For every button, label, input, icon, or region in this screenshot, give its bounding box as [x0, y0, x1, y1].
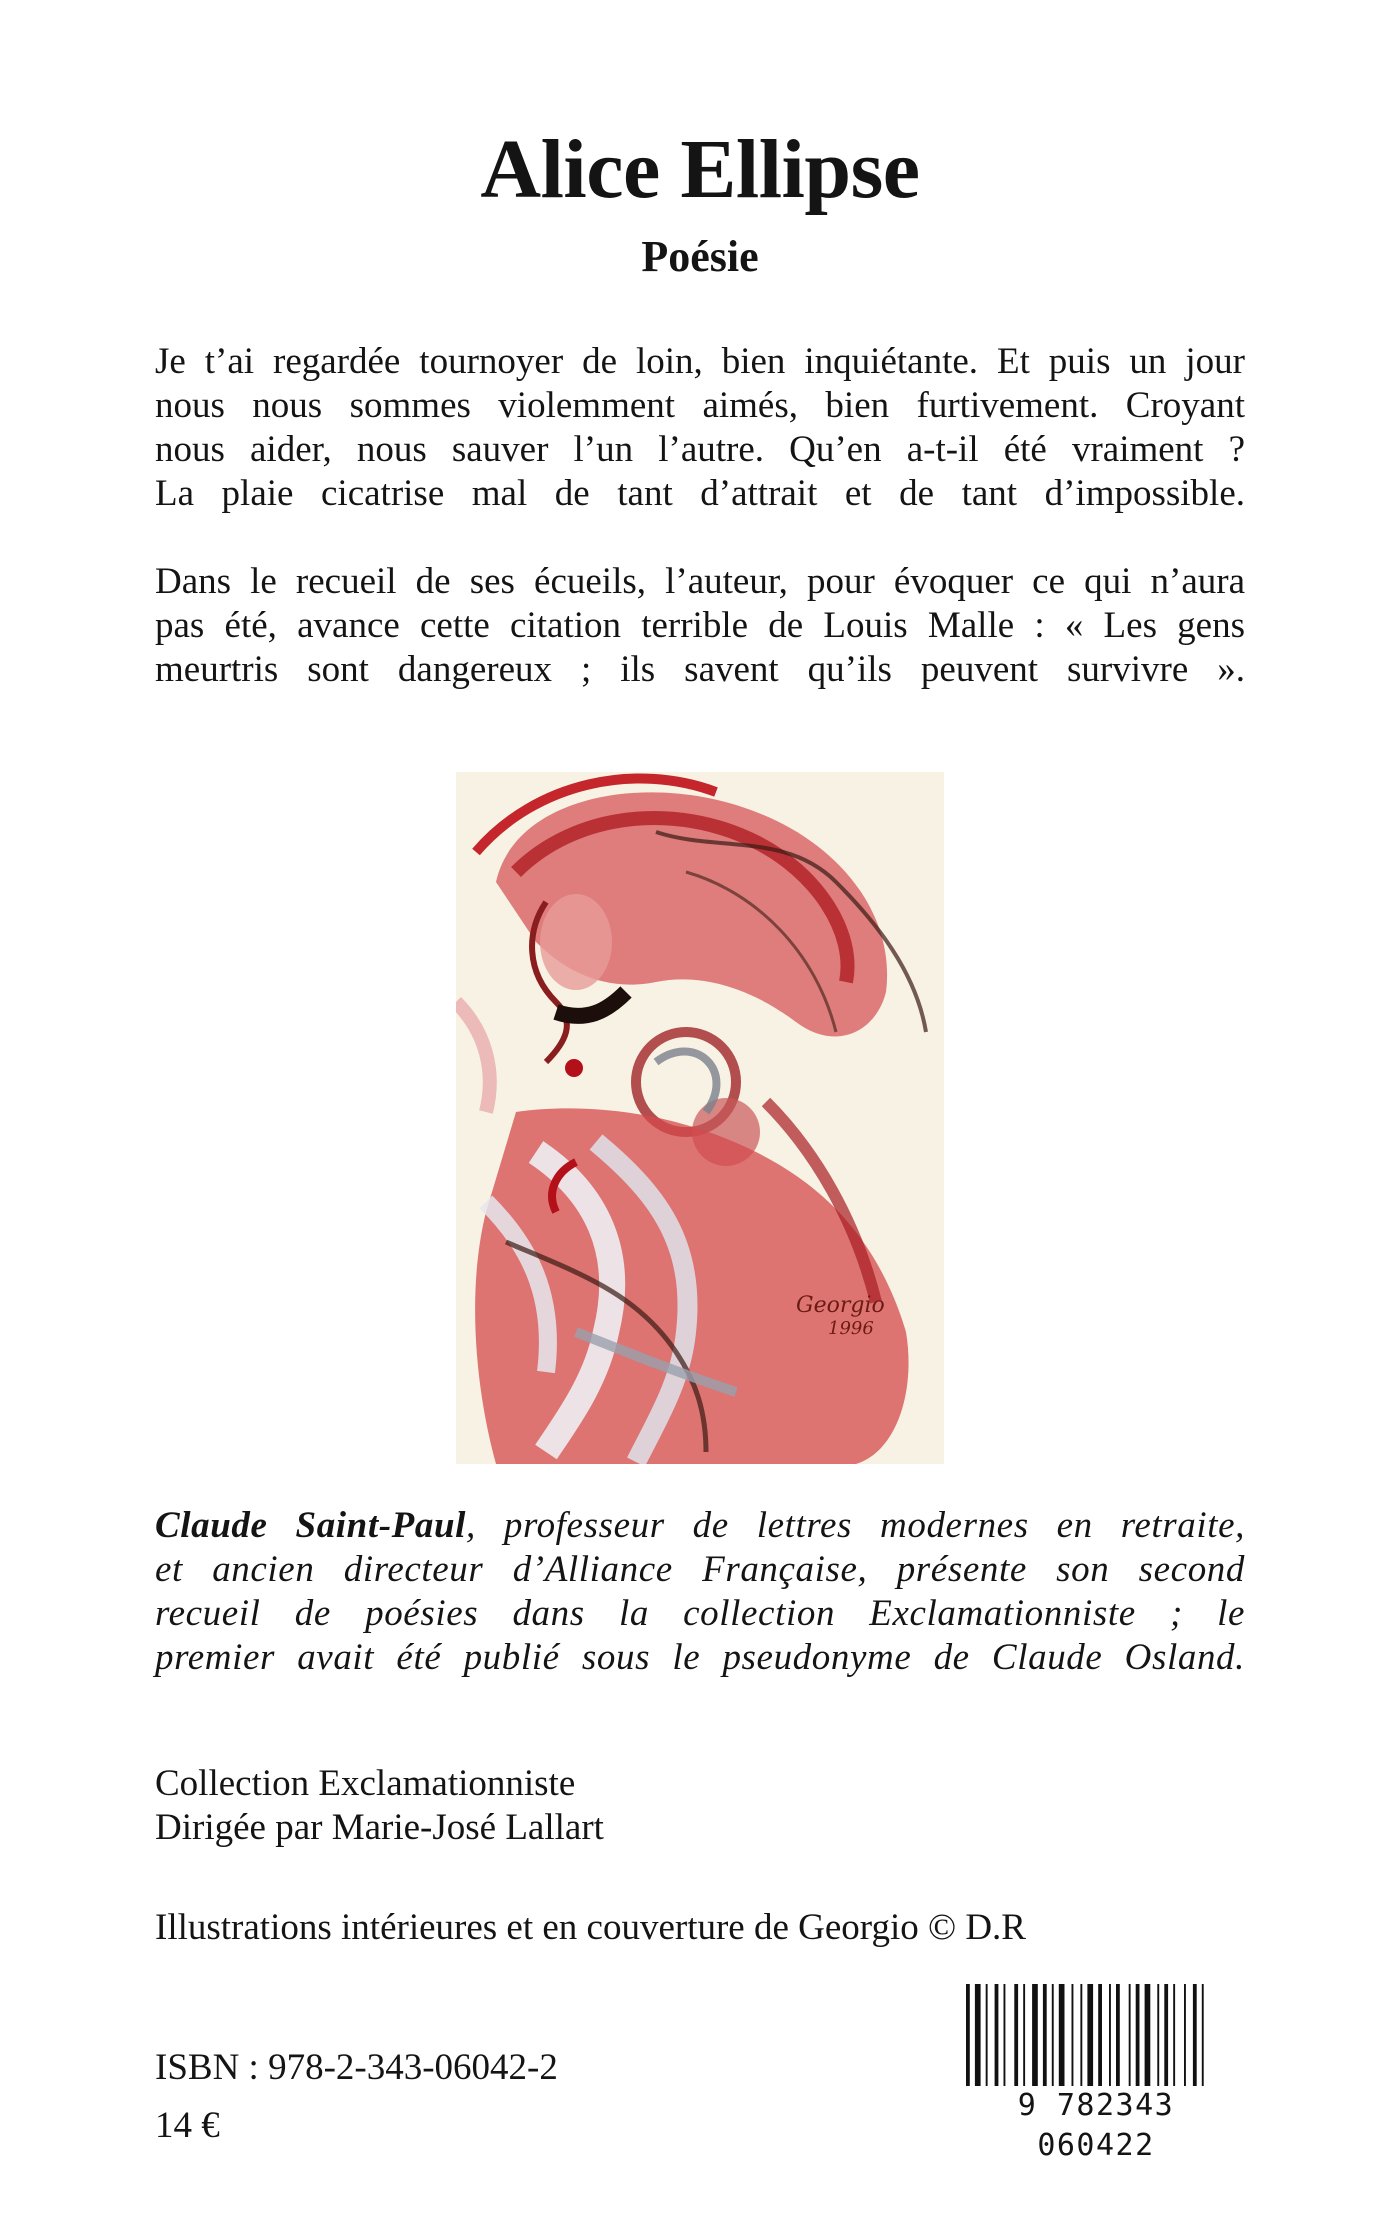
illustration-credits: Illustrations intérieures et en couverture de Georgio © D.R [155, 1907, 1026, 1948]
bio-line [155, 1504, 1245, 1548]
collection-name: Collection Exclamationniste [155, 1763, 576, 1804]
bio-line-1-rest: , professeur de lettres modernes en retraite, [466, 1505, 1245, 1546]
blurb-line: nous aider, nous sauver l’un l’autre. Qu’en a-t-il été vraiment ? [155, 429, 1245, 470]
author-name: Claude Saint-Paul [155, 1505, 467, 1546]
blurb-line: pas été, avance cette citation terrible de Louis Malle : « Les gens [155, 605, 1245, 646]
painting-signature-year: 1996 [828, 1318, 874, 1339]
cover-painting [456, 772, 944, 1464]
painting-lips [565, 1059, 583, 1077]
blurb-line: nous nous sommes violemment aimés, bien furtivement. Croyant [155, 385, 1245, 426]
painting-face [540, 894, 612, 990]
painting-signature: Georgio [796, 1293, 885, 1318]
blurb-line: La plaie cicatrise mal de tant d’attrait et de tant d’impossible. [155, 473, 1245, 514]
price-text: 14 € [155, 2105, 220, 2146]
blurb-paragraph-1 [155, 340, 1245, 516]
blurb-line: meurtris sont dangereux ; ils savent qu’ils peuvent survivre ». [155, 649, 1245, 690]
barcode-digits: 9 782343 060422 [962, 2086, 1230, 2166]
blurb-paragraph-2 [155, 560, 1245, 692]
collection-director: Dirigée par Marie-José Lallart [155, 1807, 604, 1848]
author-bio [155, 1504, 1245, 1680]
bio-line: premier avait été publié sous le pseudonyme de Claude Osland. [155, 1637, 1245, 1678]
bio-line: et ancien directeur d’Alliance Française, présente son second [155, 1549, 1245, 1590]
book-title: Alice Ellipse [480, 123, 920, 216]
blurb-line: Dans le recueil de ses écueils, l’auteur, pour évoquer ce qui n’aura [155, 561, 1245, 602]
book-genre: Poésie [641, 232, 759, 281]
bio-line: recueil de poésies dans la collection Exclamationniste ; le [155, 1593, 1245, 1634]
isbn-text: ISBN : 978-2-343-06042-2 [155, 2047, 558, 2088]
blurb-line: Je t’ai regardée tournoyer de loin, bien inquiétante. Et puis un jour [155, 341, 1245, 382]
